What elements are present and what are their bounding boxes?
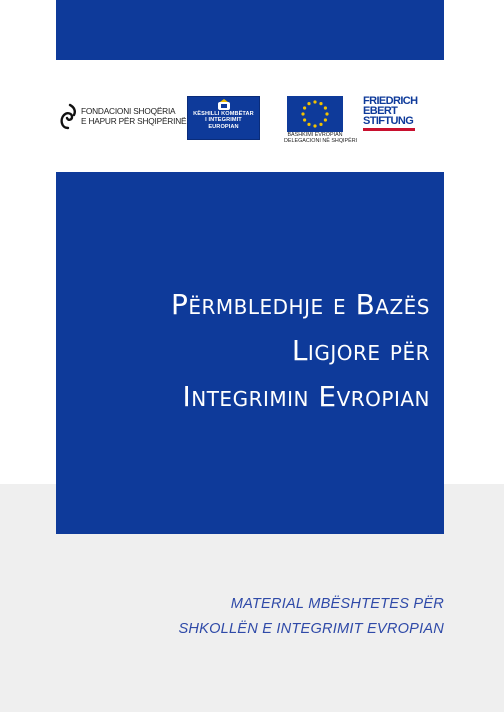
osfa-name — [81, 106, 186, 126]
eu-logo — [284, 96, 358, 146]
subtitle-line1: MATERIAL MBËSHTETES PËR — [230, 596, 444, 612]
eu-flag-icon — [287, 96, 343, 132]
fes-line1: FRIEDRICH — [363, 95, 418, 107]
kkie-name — [188, 111, 259, 130]
kkie-logo — [187, 96, 260, 140]
osfa-line1: FONDACIONI SHOQËRIA — [81, 106, 176, 116]
eu-line1: BASHKIMI EVROPIAN — [287, 132, 343, 138]
top-color-bar — [56, 0, 444, 60]
osfa-line2: E HAPUR PËR SHQIPËRINË — [81, 116, 187, 126]
title-line2: Ligjore për — [291, 334, 430, 367]
title-panel — [56, 172, 444, 534]
title-line1: Përmbledhje e Bazës — [170, 288, 430, 321]
eu-line2: DELEGACIONI NË SHQIPËRI — [284, 138, 358, 144]
title-line3: Integrimin Evropian — [182, 380, 430, 413]
document-title — [171, 282, 430, 420]
kkie-line2: I INTEGRIMIT — [205, 117, 242, 124]
fes-logo — [363, 96, 423, 136]
eu-name — [284, 132, 358, 144]
fes-red-bar — [363, 128, 415, 131]
osfa-logo — [58, 98, 187, 134]
kkie-line1: KËSHILLI KOMBËTAR — [193, 111, 254, 117]
kkie-line3: EUROPIAN — [208, 123, 239, 130]
fes-line2: EBERT — [363, 105, 398, 117]
fes-line3: STIFTUNG — [363, 115, 414, 127]
spiral-icon — [58, 101, 78, 131]
document-subtitle — [179, 592, 445, 642]
fes-name — [363, 96, 423, 126]
subtitle-line2: SHKOLLËN E INTEGRIMIT EVROPIAN — [178, 621, 444, 637]
partner-logos — [56, 94, 444, 144]
crest-icon — [217, 99, 231, 111]
